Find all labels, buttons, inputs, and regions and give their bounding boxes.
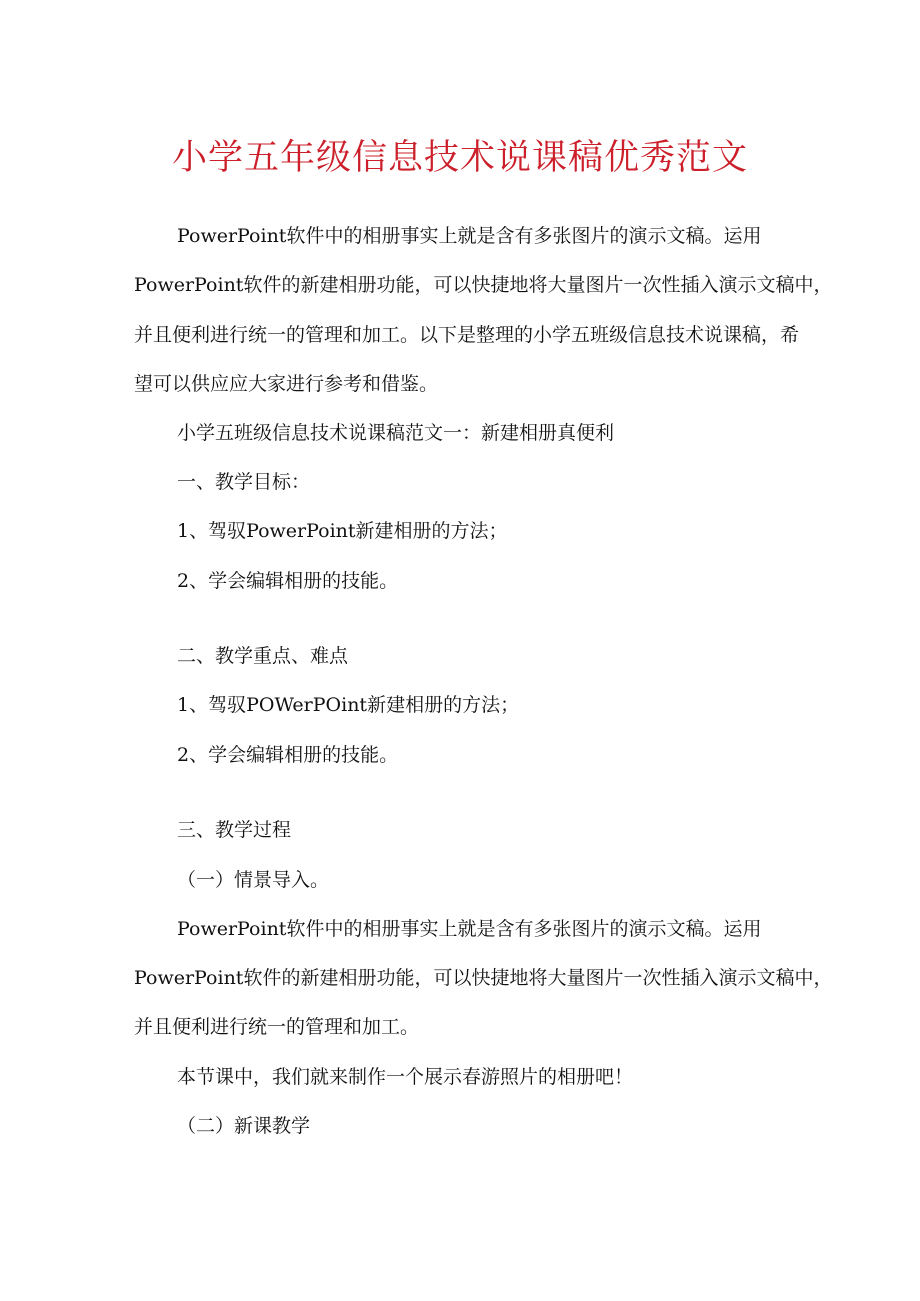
list-item: 1、驾驭POWerPOint新建相册的方法； [177,694,520,716]
paragraph-line: PowerPoint软件中的相册事实上就是含有多张图片的演示文稿。运用 [177,225,762,247]
section-heading: 小学五班级信息技术说课稿范文一：新建相册真便利 [177,422,615,444]
paragraph-line: PowerPoint软件中的相册事实上就是含有多张图片的演示文稿。运用 [177,918,762,940]
paragraph-line: PowerPoint软件的新建相册功能，可以快捷地将大量图片一次性插入演示文稿中， [134,274,833,296]
list-item: 2、学会编辑相册的技能。 [177,570,399,592]
subsection-heading: （二）新课教学 [177,1115,311,1137]
section-heading: 二、教学重点、难点 [177,645,349,667]
paragraph-line: 望可以供应应大家进行参考和借鉴。 [134,373,439,395]
subsection-heading: （一）情景导入。 [177,869,330,891]
section-heading: 三、教学过程 [177,819,292,841]
section-heading: 一、教学目标： [177,471,311,493]
paragraph-line: 并且便利进行统一的管理和加工。 [134,1016,420,1038]
list-item: 1、驾驭PowerPoint新建相册的方法； [177,520,508,542]
paragraph-line: 本节课中，我们就来制作一个展示春游照片的相册吧！ [177,1066,634,1088]
list-item: 2、学会编辑相册的技能。 [177,744,399,766]
paragraph-line: 并且便利进行统一的管理和加工。以下是整理的小学五班级信息技术说课稿，希 [134,324,800,346]
paragraph-line: PowerPoint软件的新建相册功能，可以快捷地将大量图片一次性插入演示文稿中， [134,967,833,989]
page-title: 小学五年级信息技术说课稿优秀范文 [171,138,748,178]
